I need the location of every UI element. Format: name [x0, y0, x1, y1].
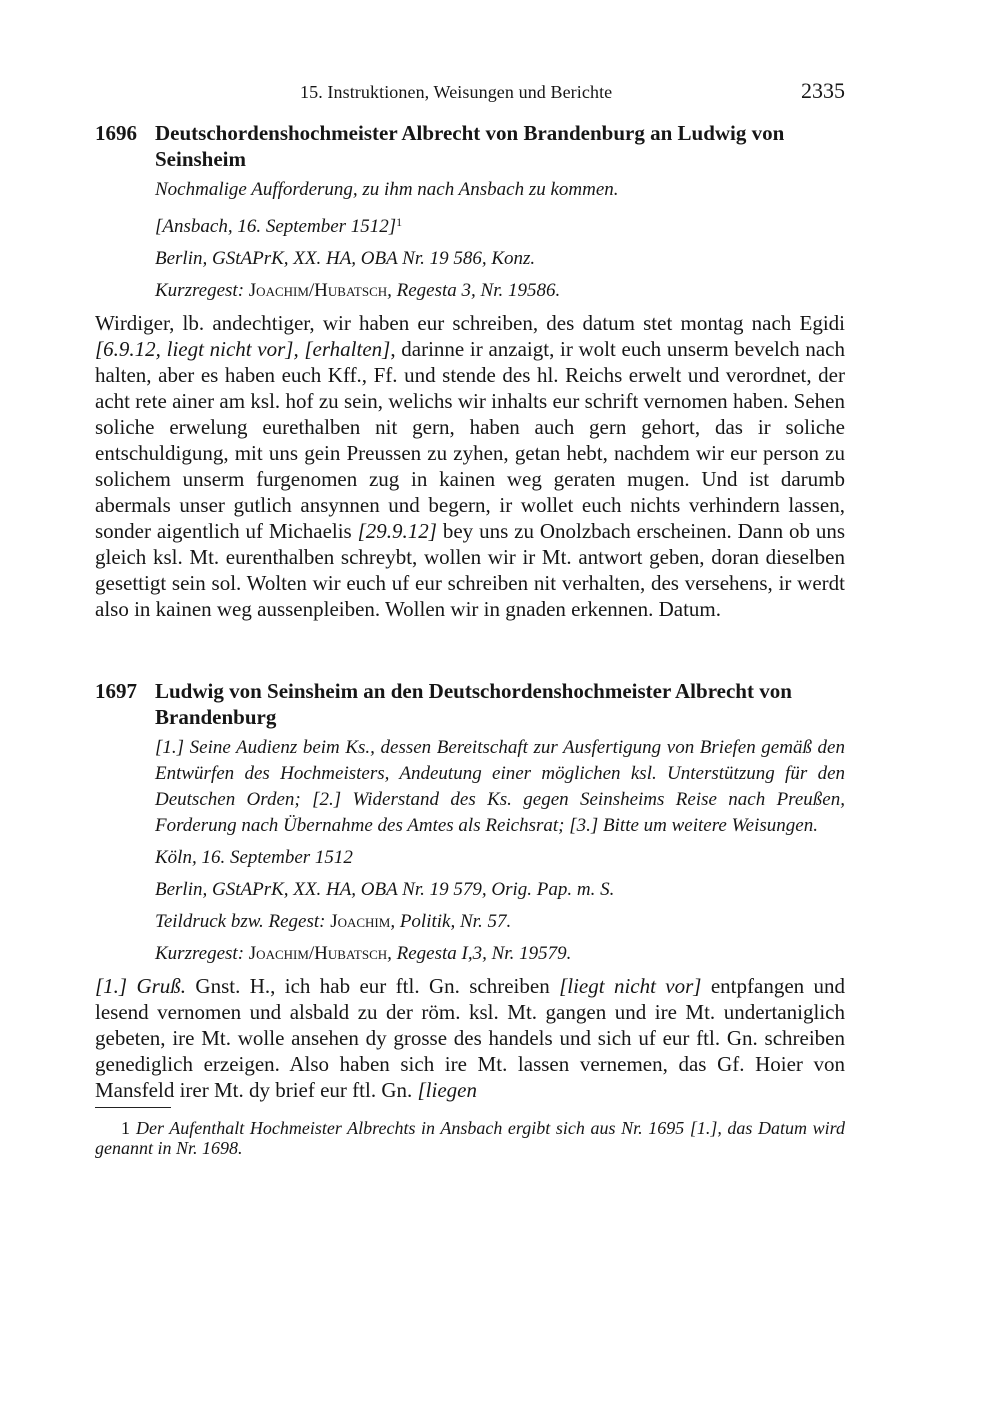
entry-source: Berlin, GStAPrK, XX. HA, OBA Nr. 19 579, Orig. Pap. m. S. [155, 879, 615, 900]
regest-authors: Joachim/Hubatsch [248, 943, 388, 964]
entry-source: Berlin, GStAPrK, XX. HA, OBA Nr. 19 586, Konz. [155, 248, 536, 269]
entry-title: Deutschordenshochmeister Albrecht von Brandenburg an Ludwig von Seinsheim [155, 121, 785, 171]
entry-date: Köln, 16. September 1512 [155, 847, 353, 868]
footnote-mark: 1 [121, 1118, 130, 1138]
editorial-note: [29.9.12] [357, 519, 437, 543]
regest-label: Kurzregest: [155, 943, 245, 964]
entry-1697 [95, 678, 845, 1103]
editorial-note: [liegen [417, 1078, 477, 1102]
entry-date [155, 209, 845, 240]
section-marker: [1.] Gruß. [95, 974, 187, 998]
body-segment: entpfangen und lesend vernomen und alsbald zu der röm. ksl. Mt. gangen und ire Mt. undertaniglich gebeten, ire Mt. wolle ansehen dy grosse des handels und sich uf eur ftl. Gn. schreiben genediglich erzeigen. Also haben sich ire Mt. lassen vernemen, das Gf. Hoier von Mansfeld irer Mt. dy brief eur ftl. Gn. [95, 974, 846, 1102]
editorial-note: [liegt nicht vor] [559, 974, 702, 998]
page-number: 2335 [801, 78, 845, 103]
running-header [95, 78, 845, 108]
entry-heading [95, 678, 845, 730]
section-spacer [95, 622, 845, 666]
entry-number: 1696 [95, 121, 137, 145]
entry-heading [95, 120, 845, 172]
entry-date-text: [Ansbach, 16. September 1512] [155, 216, 397, 237]
partial-print-reference: , Politik, Nr. 57. [390, 911, 512, 932]
entry-title: Ludwig von Seinsheim an den Deutschordenshochmeister Albrecht von Brandenburg [155, 679, 792, 729]
entry-body-text [95, 310, 845, 622]
entry-summary: [1.] Seine Audienz beim Ks., dessen Bereitschaft zur Ausfertigung von Briefen gemäß den Entwürfen des Hochmeisters, Andeutung einer möglichen ksl. Unterstützung für den Deutschen Orden; [2.] Widerstand des Ks. gegen Seinsheims Reise nach Preußen, Forderung nach Übernahme des Amtes als Reichsrat; [3.] Bitte um weitere Weisungen. [155, 737, 845, 836]
footnote-divider [95, 1107, 171, 1108]
entry-summary: Nochmalige Aufforderung, zu ihm nach Ansbach zu kommen. [155, 179, 619, 200]
running-title: 15. Instruktionen, Weisungen und Berichte [300, 82, 613, 102]
footnote-text: Der Aufenthalt Hochmeister Albrechts in Ansbach ergibt sich aus Nr. 1695 [1.], das Datum wird genannt in Nr. 1698. [95, 1118, 845, 1158]
regest-reference: , Regesta 3, Nr. 19586. [387, 280, 561, 301]
entry-metadata [155, 177, 845, 304]
entry-partial-print [155, 909, 845, 935]
body-segment: Gnst. H., ich hab eur ftl. Gn. schreiben [186, 974, 560, 998]
partial-print-label: Teildruck bzw. Regest: [155, 911, 326, 932]
footnote [95, 1118, 845, 1158]
entry-number: 1697 [95, 679, 137, 703]
regest-authors: Joachim/Hubatsch [248, 280, 388, 301]
regest-reference: , Regesta I,3, Nr. 19579. [387, 943, 572, 964]
document-page [95, 78, 845, 1176]
regest-label: Kurzregest: [155, 280, 245, 301]
entry-body-text [95, 973, 845, 1103]
entry-1696 [95, 120, 845, 622]
entry-regest [155, 941, 845, 967]
editorial-note: [6.9.12, liegt nicht vor], [erhalten] [95, 337, 391, 361]
footnote-reference[interactable]: 1 [396, 215, 403, 229]
body-segment: bey uns zu Onolzbach erscheinen. Dann ob uns gleich ksl. Mt. eurenthalben schreybt, wollen wir ir Mt. antwort geben, doran dieselben gesettigt sein sol. Wolten wir euch uf eur schreiben nit verhalten, des versehens, ir werdt also in kainen weg aussenpleiben. Wollen wir in gnaden erkennen. Datum. [95, 519, 846, 621]
partial-print-author: Joachim [330, 911, 391, 932]
entry-regest [155, 278, 845, 304]
body-segment: , darinne ir anzaigt, ir wolt euch unserm bevelch nach halten, aber es haben euch Kff., Ff. und stende des hl. Reichs erwelt und verordnet, der acht rete ainer am ksl. hof zu sein, welichs wir inhalts eur schrift vernomen haben. Sehen soliche erwelung eurethalben nit gern, haben auch gern gehort, das ir soliche entschuldigung, mit uns gein Preussen zu zyhen, getan hebt, nachdem wir eur person zu solichem unserm furgenomen zug in kainen weg geraten mugen. Und ist darumb abermals unser gutlich ansynnen und begern, ir wollet euch nichts verhindern lassen, sonder aigentlich uf Michaelis [95, 337, 845, 543]
body-segment: Wirdiger, lb. andechtiger, wir haben eur schreiben, des datum stet montag nach Egidi [95, 311, 845, 335]
entry-metadata [155, 735, 845, 967]
